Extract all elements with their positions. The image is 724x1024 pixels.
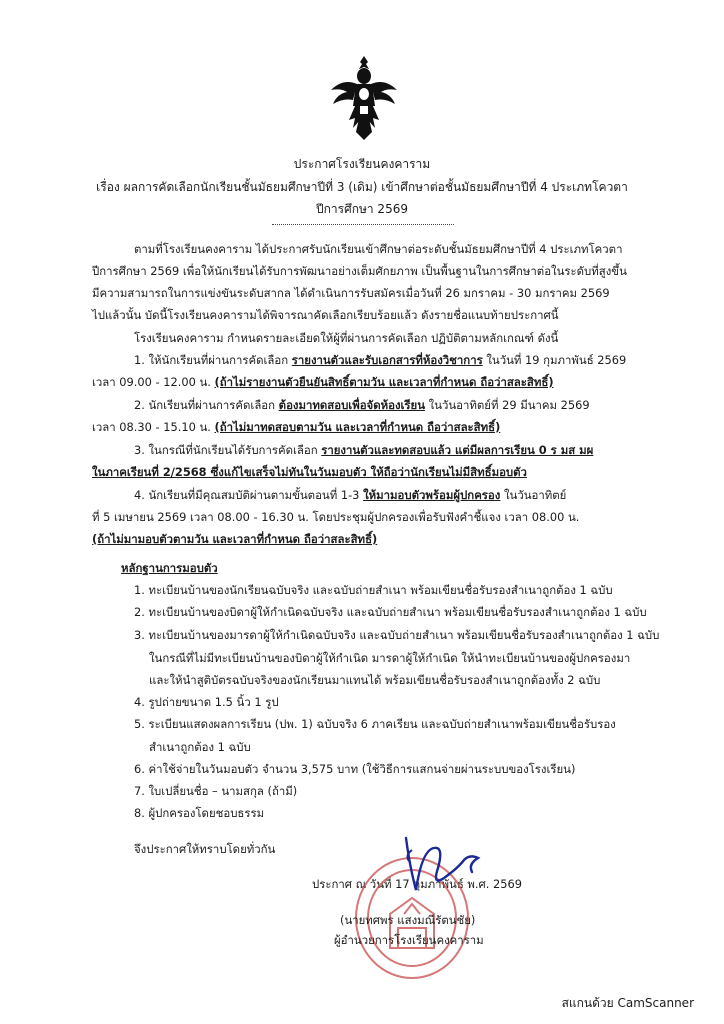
intro-line-2: ปีการศึกษา 2569 เพื่อให้นักเรียนได้รับการพัฒนาอย่างเต็มศักยภาพ เป็นพื้นฐานในการศึกษาต่อในระดับที่สูงขึ้น bbox=[92, 264, 627, 278]
camscanner-watermark: สแกนด้วย CamScanner bbox=[561, 996, 694, 1010]
signer-title: ผู้อำนวยการโรงเรียนคงคาราม bbox=[334, 933, 484, 947]
academic-year: ปีการศึกษา 2569 bbox=[316, 202, 408, 216]
rule-4-date: ในวันอาทิตย์ bbox=[500, 488, 567, 502]
rule-1-line-2 bbox=[92, 375, 554, 390]
evidence-heading: หลักฐานการมอบตัว bbox=[121, 561, 218, 575]
rule-2-text: 2. นักเรียนที่ผ่านการคัดเลือก bbox=[134, 398, 279, 412]
intro-line-1: ตามที่โรงเรียนคงคาราม ได้ประกาศรับนักเรียนเข้าศึกษาต่อระดับชั้นมัธยมศึกษาปีที่ 4 ประเภทโควตา bbox=[134, 242, 623, 256]
evidence-item-1: 1. ทะเบียนบ้านของนักเรียนฉบับจริง และฉบับถ่ายสำเนา พร้อมเขียนชื่อรับรองสำเนาถูกต้อง 1 ฉบับ bbox=[134, 583, 613, 597]
rule-3-line-1 bbox=[134, 443, 593, 458]
evidence-item-7: 7. ใบเปลี่ยนชื่อ – นามสกุล (ถ้ามี) bbox=[134, 784, 298, 798]
evidence-item-6: 6. ค่าใช้จ่ายในวันมอบตัว จำนวน 3,575 บาท (ใช้วิธีการแสกนจ่ายผ่านระบบของโรงเรียน) bbox=[134, 762, 576, 776]
rule-1-line-1 bbox=[134, 353, 626, 368]
rules-intro: โรงเรียนคงคาราม กำหนดรายละเอียดให้ผู้ที่ผ่านการคัดเลือก ปฏิบัติตามหลักเกณฑ์ ดังนี้ bbox=[134, 331, 559, 345]
rule-2-time: เวลา 08.30 - 15.10 น. bbox=[92, 420, 215, 434]
announcement-title: ประกาศโรงเรียนคงคาราม bbox=[293, 157, 431, 171]
rule-3-line-2: ในภาคเรียนที่ 2/2568 ซึ่งแก้ไขเสร็จไม่ทันในวันมอบตัว ให้ถือว่านักเรียนไม่มีสิทธิ์มอบตัว bbox=[92, 465, 527, 479]
rule-3-emphasis: รายงานตัวและทดสอบแล้ว แต่มีผลการเรียน 0 ร มส มผ bbox=[321, 443, 594, 457]
rule-4-line-2: ที่ 5 เมษายน 2569 เวลา 08.00 - 16.30 น. โดยประชุมผู้ปกครองเพื่อรับฟังคำชี้แจง เวลา 08.00 น. bbox=[92, 510, 580, 524]
evidence-item-3-note-1: ในกรณีที่ไม่มีทะเบียนบ้านของบิดาผู้ให้กำเนิด มารดาผู้ให้กำเนิด ให้นำทะเบียนบ้านของผู้ปกครองมา bbox=[149, 651, 631, 665]
rule-4-forfeit-note: (ถ้าไม่มามอบตัวตามวัน และเวลาที่กำหนด ถือว่าสละสิทธิ์) bbox=[92, 532, 378, 546]
garuda-emblem-icon bbox=[328, 54, 400, 144]
signer-name: (นายทศพร แสงมณีรัตนชัย) bbox=[340, 913, 476, 927]
rule-2-line-2 bbox=[92, 420, 500, 435]
rule-2-forfeit-note: (ถ้าไม่มาทดสอบตามวัน และเวลาที่กำหนด ถือว่าสละสิทธิ์) bbox=[214, 420, 501, 434]
evidence-item-2: 2. ทะเบียนบ้านของบิดาผู้ให้กำเนิดฉบับจริง และฉบับถ่ายสำเนา พร้อมเขียนชื่อรับรองสำเนาถูกต้อง 1 ฉบับ bbox=[134, 605, 647, 619]
evidence-item-5-note: สำเนาถูกต้อง 1 ฉบับ bbox=[149, 740, 251, 754]
rule-1-time: เวลา 09.00 - 12.00 น. bbox=[92, 375, 215, 389]
rule-2-line-1 bbox=[134, 398, 590, 413]
rule-1-emphasis: รายงานตัวและรับเอกสารที่ห้องวิชาการ bbox=[291, 353, 483, 367]
rule-2-date: ในวันอาทิตย์ที่ 29 มีนาคม 2569 bbox=[425, 398, 590, 412]
rule-2-emphasis: ต้องมาทดสอบเพื่อจัดห้องเรียน bbox=[278, 398, 426, 412]
announcement-subject: เรื่อง ผลการคัดเลือกนักเรียนชั้นมัธยมศึกษาปีที่ 3 (เดิม) เข้าศึกษาต่อชั้นมัธยมศึกษาปีที่ 4 ประเภทโควตา bbox=[96, 180, 628, 194]
handwritten-signature-icon bbox=[392, 826, 502, 906]
rule-1-date: ในวันที่ 19 กุมภาพันธ์ 2569 bbox=[482, 353, 627, 367]
closing-announce: จึงประกาศให้ทราบโดยทั่วกัน bbox=[134, 842, 276, 856]
rule-4-text: 4. นักเรียนที่มีคุณสมบัติผ่านตามขั้นตอนที่ 1-3 bbox=[134, 488, 364, 502]
evidence-item-3: 3. ทะเบียนบ้านของมารดาผู้ให้กำเนิดฉบับจริง และฉบับถ่ายสำเนา พร้อมเขียนชื่อรับรองสำเนาถูกต้อง 1 ฉบับ bbox=[134, 628, 660, 642]
rule-1-forfeit-note: (ถ้าไม่รายงานตัวยืนยันสิทธิ์ตามวัน และเวลาที่กำหนด ถือว่าสละสิทธิ์) bbox=[214, 375, 554, 389]
announcement-date: ประกาศ ณ วันที่ 17 กุมภาพันธ์ พ.ศ. 2569 bbox=[312, 877, 522, 891]
dotted-divider bbox=[272, 224, 454, 225]
evidence-item-3-note-2: และให้นำสูติบัตรฉบับจริงของนักเรียนมาแทนได้ พร้อมเขียนชื่อรับรองสำเนาถูกต้องทั้ง 2 ฉบับ bbox=[149, 673, 601, 687]
rule-4-emphasis: ให้มามอบตัวพร้อมผู้ปกครอง bbox=[363, 488, 501, 502]
evidence-item-4: 4. รูปถ่ายขนาด 1.5 นิ้ว 1 รูป bbox=[134, 695, 279, 709]
rule-1-text: 1. ให้นักเรียนที่ผ่านการคัดเลือก bbox=[134, 353, 292, 367]
intro-line-4: ไปแล้วนั้น บัดนี้โรงเรียนคงคารามได้พิจารณาคัดเลือกเรียบร้อยแล้ว ดังรายชื่อแนบท้ายประกาศนี้ bbox=[92, 308, 559, 322]
rule-4-line-1 bbox=[134, 488, 566, 503]
evidence-item-5: 5. ระเบียนแสดงผลการเรียน (ปพ. 1) ฉบับจริง 6 ภาคเรียน และฉบับถ่ายสำเนาพร้อมเขียนชื่อรับรอง bbox=[134, 717, 616, 731]
evidence-item-8: 8. ผู้ปกครองโดยชอบธรรม bbox=[134, 806, 265, 820]
intro-line-3: มีความสามารถในการแข่งขันระดับสากล ได้ดำเนินการรับสมัครเมื่อวันที่ 26 มกราคม - 30 มกราคม 2569 bbox=[92, 286, 610, 300]
rule-3-text: 3. ในกรณีที่นักเรียนได้รับการคัดเลือก bbox=[134, 443, 322, 457]
